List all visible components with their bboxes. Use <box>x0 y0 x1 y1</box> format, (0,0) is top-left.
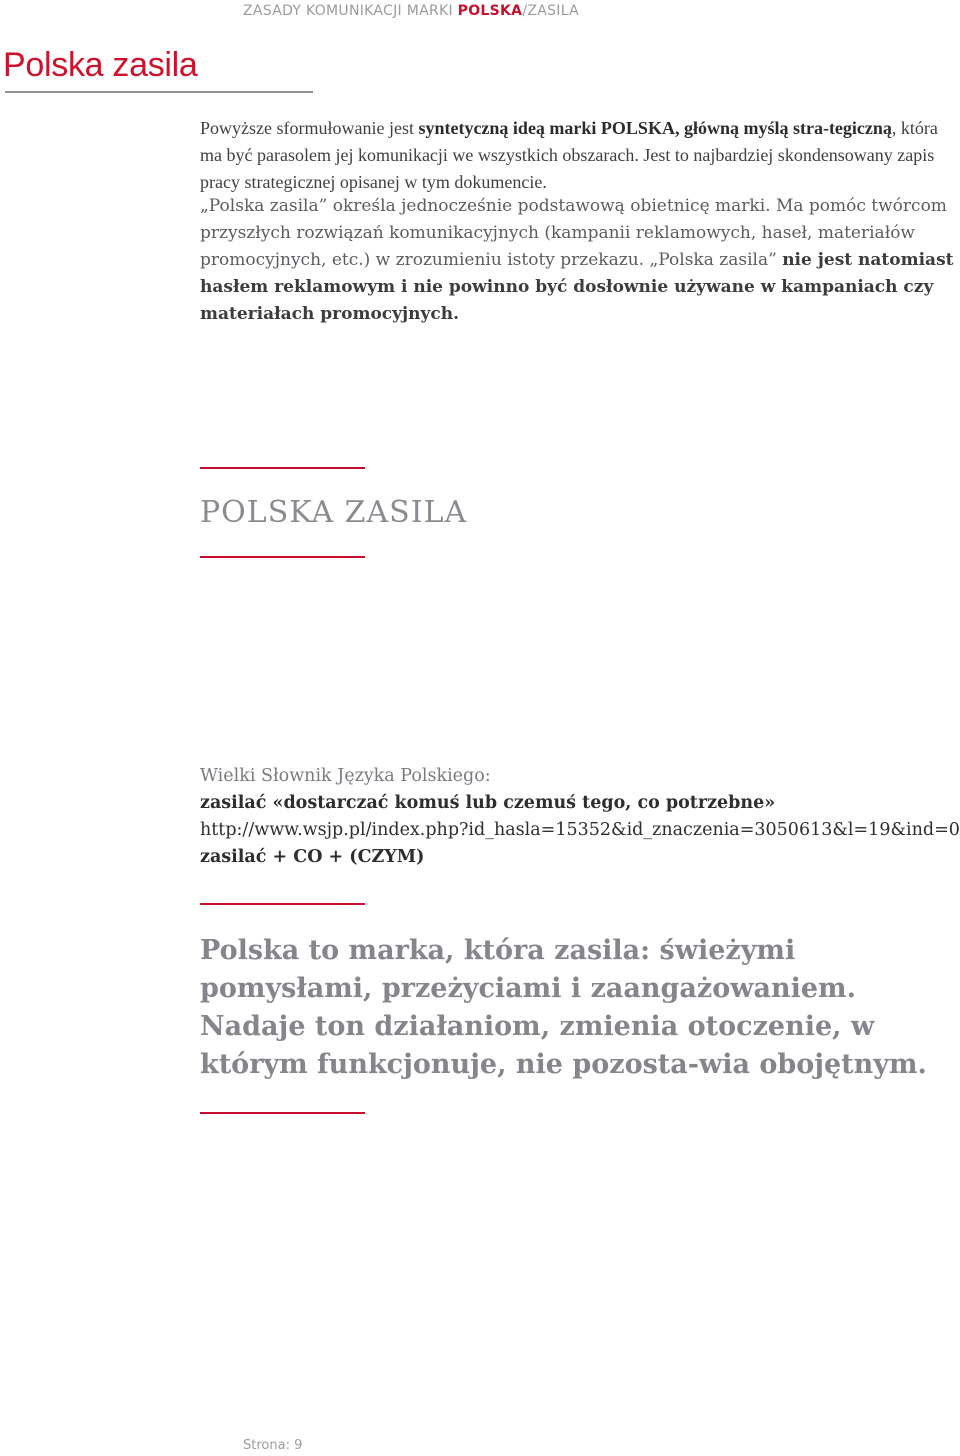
slogan-rule-top <box>200 467 365 469</box>
dictionary-entry <box>200 763 960 871</box>
promise-rule-top <box>200 903 365 905</box>
brand-promise: Polska to marka, która zasila: świeżymi pomysłami, przeżyciami i zaangażowaniem. Nadaje ton działaniom, zmienia otoczenie, w którym funkcjonuje, nie pozosta-wia obojętnym. <box>200 935 927 1080</box>
dictionary-definition: zasilać «dostarczać komuś lub czemuś tego, co potrzebne» <box>200 793 776 813</box>
title-underline <box>5 91 313 93</box>
intro-emphasis: syntetyczną ideą marki POLSKA, główną myślą stra-tegiczną <box>418 118 892 138</box>
page-title: Polska zasila <box>3 46 198 84</box>
intro-text-1: Powyższe sformułowanie jest <box>200 118 419 138</box>
dictionary-source: Wielki Słownik Języka Polskiego: <box>200 766 491 786</box>
promise-paragraph <box>200 193 960 328</box>
running-header-prefix: ZASADY KOMUNIKACJI MARKI <box>243 3 458 19</box>
promise-rule-bottom <box>200 1112 365 1114</box>
slogan-rule-bottom <box>200 556 365 558</box>
intro-paragraph <box>200 115 960 196</box>
page-number: Strona: 9 <box>243 1438 303 1453</box>
running-header-suffix: /ZASILA <box>522 3 580 19</box>
running-header <box>243 3 579 19</box>
dictionary-url: http://www.wsjp.pl/index.php?id_hasla=15352&id_znaczenia=3050613&l=19&ind=0 <box>200 820 960 840</box>
promise-emphasis: nie jest natomiast hasłem reklamowym i nie powinno być dosłownie używane w kampaniach czy materiałach promocyjnych. <box>200 250 954 324</box>
promise-text-1: „Polska zasila” określa jednocześnie podstawową obietnicę marki. Ma pomóc twórcom przyszłych rozwiązań komunikacyjnych (kampanii reklamowych, haseł, materiałów promocyjnych, etc.) w zrozumieniu istoty przekazu. <box>200 196 947 270</box>
intro-text-2: , która ma być parasolem jej komunikacji we wszystkich obszarach. Jest to najbardziej skondensowany zapis pracy strategicznej opisanej w tym dokumencie. <box>200 118 938 192</box>
slogan: POLSKA ZASILA <box>200 495 468 530</box>
promise-text-2: „Polska zasila” <box>649 250 783 270</box>
dictionary-formula: zasilać + CO + (CZYM) <box>200 847 425 867</box>
running-header-brand: POLSKA <box>457 3 523 19</box>
